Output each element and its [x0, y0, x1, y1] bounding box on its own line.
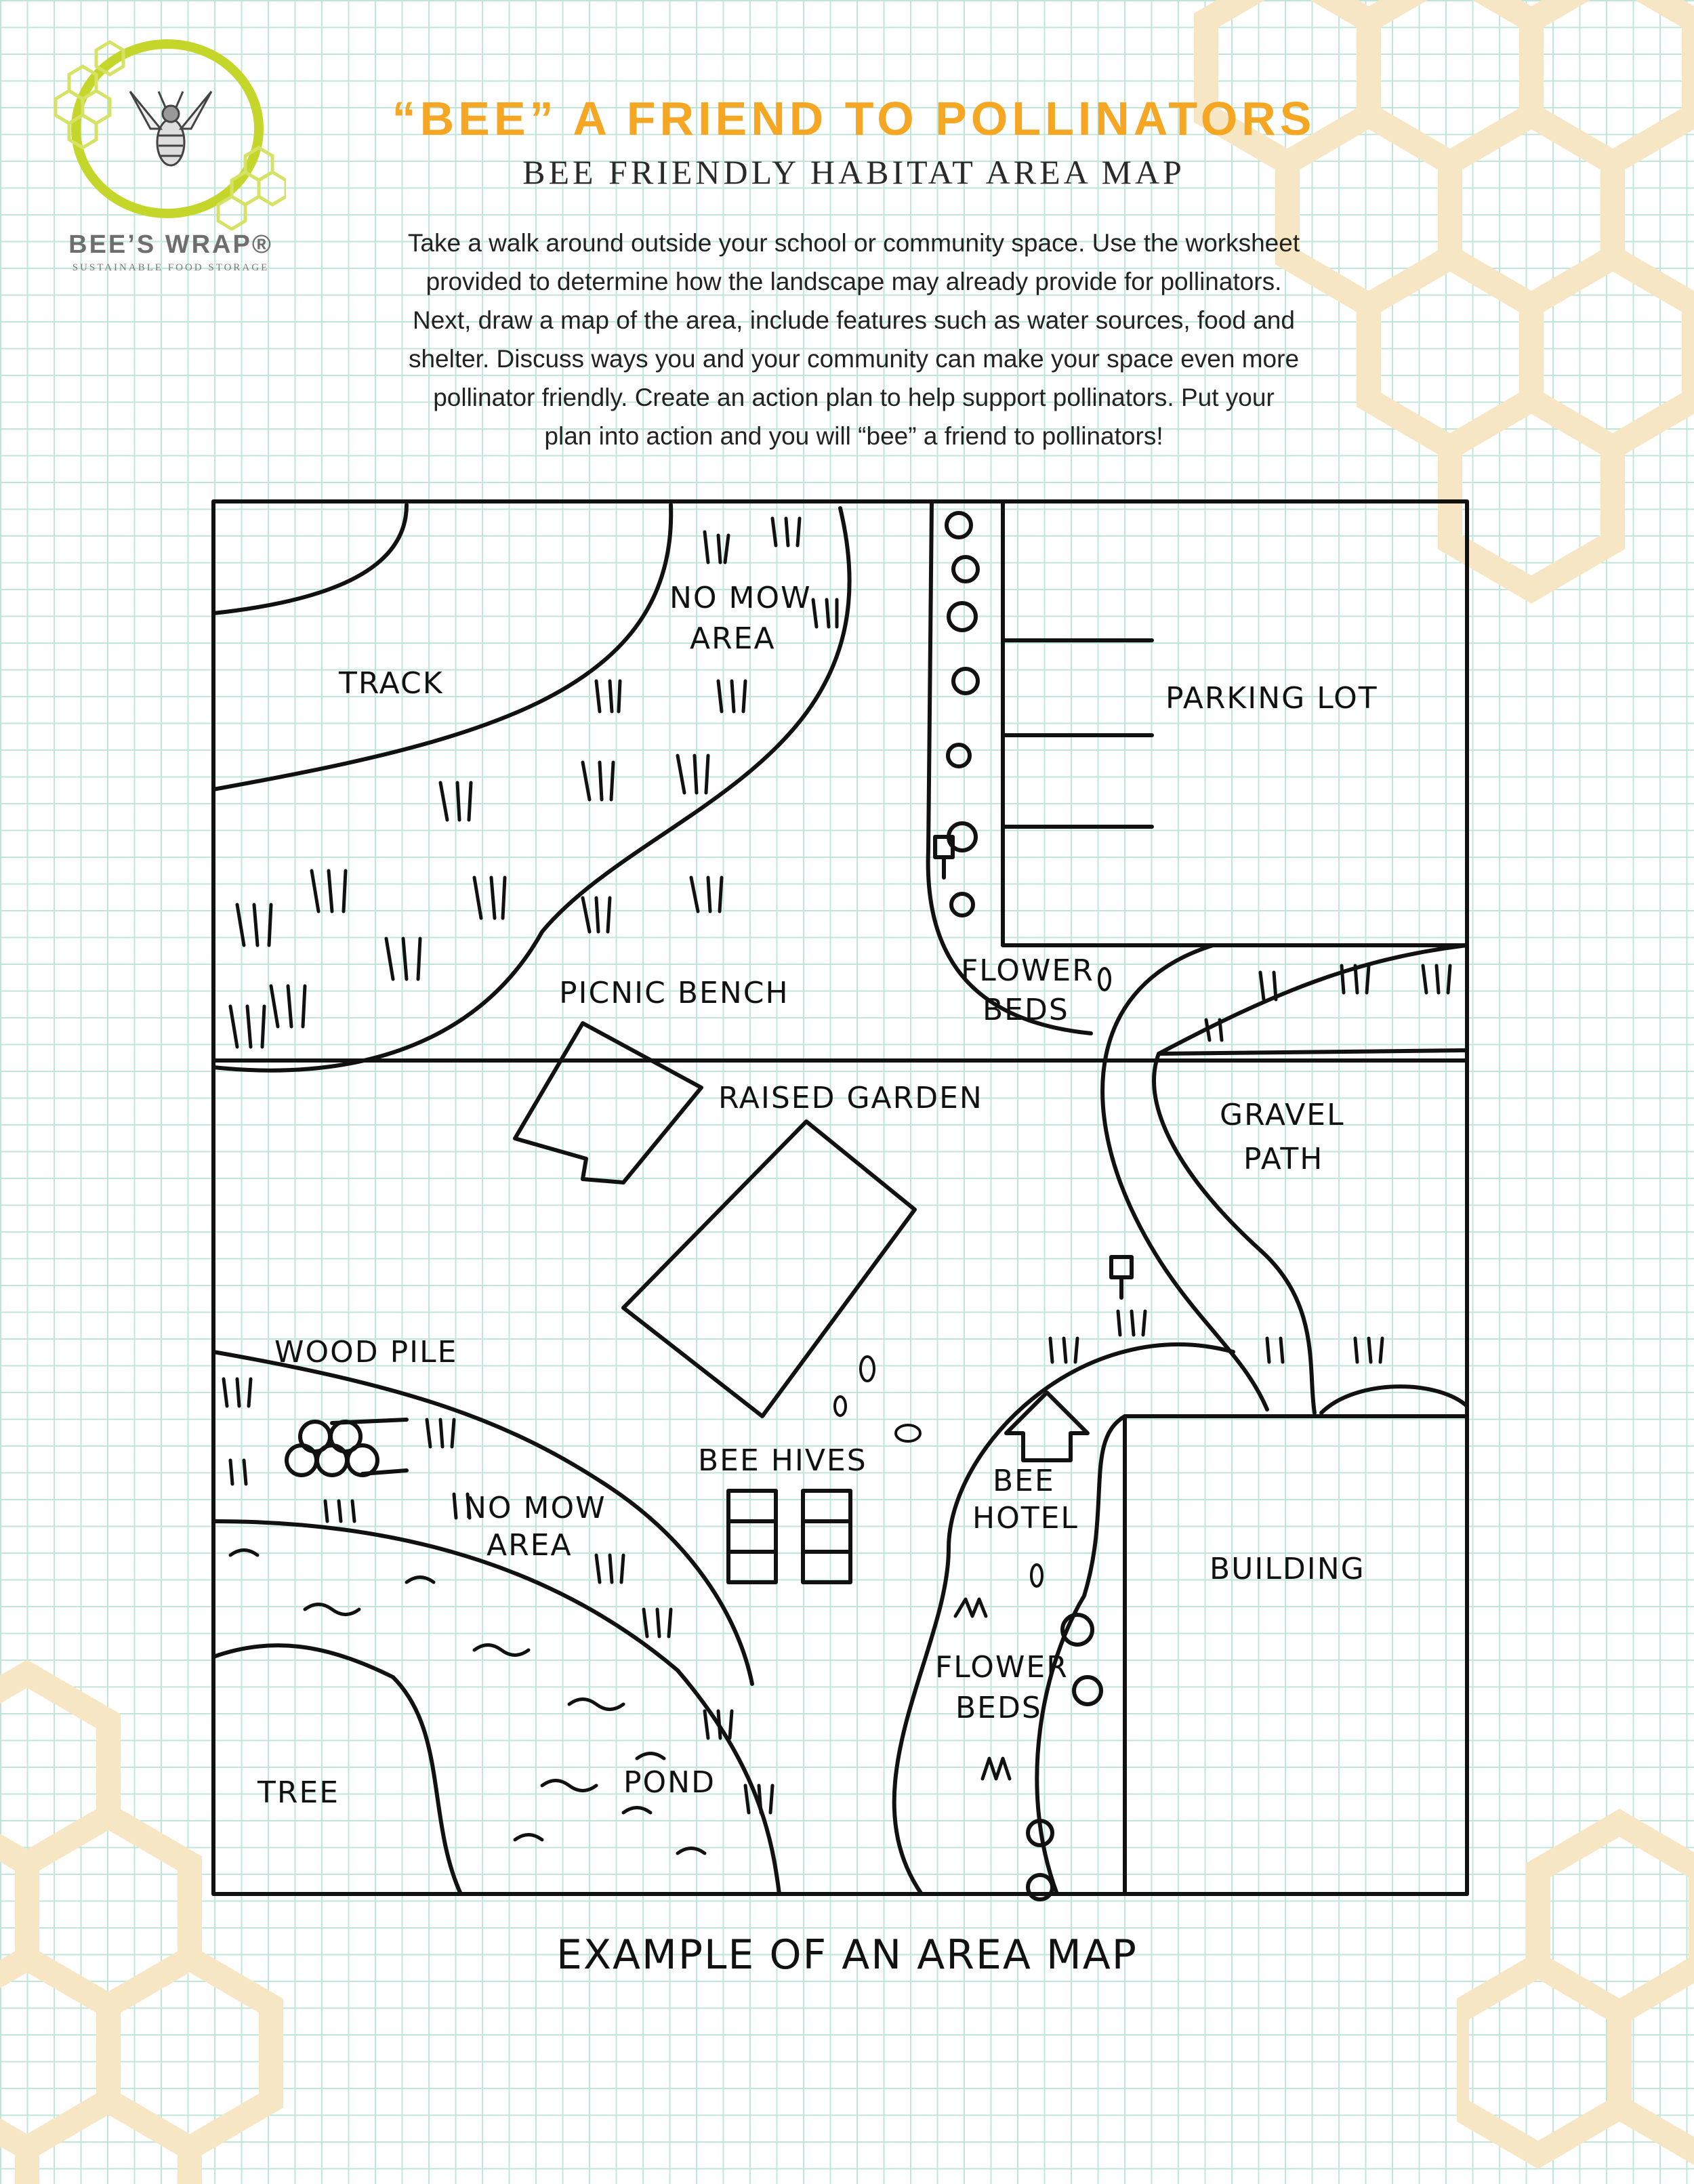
no-mow-area-bottom-boundary	[213, 1521, 779, 1894]
no-mow-area-bottom-right	[610, 1487, 752, 1684]
label-flower-beds-top: FLOWER	[961, 953, 1094, 988]
label-parking-lot: PARKING LOT	[1165, 681, 1378, 716]
flower-bed-bottom-outer	[894, 1344, 1233, 1894]
track-curve	[213, 505, 407, 613]
gravel-path-right	[1154, 945, 1467, 1413]
page-subtitle: BEE FRIENDLY HABITAT AREA MAP	[522, 153, 1185, 191]
label-no-mow-area-bottom: NO MOW	[464, 1491, 606, 1525]
label-gravel-path: GRAVEL	[1220, 1098, 1345, 1132]
building	[1125, 1416, 1467, 1894]
parking-lot-edge	[1003, 503, 1467, 945]
label-pond: POND	[623, 1765, 716, 1800]
birdhouse-icon	[1111, 1257, 1132, 1298]
label-raised-garden: RAISED GARDEN	[718, 1081, 983, 1115]
gravel-path-left	[1102, 945, 1267, 1409]
picnic-bench	[515, 1023, 701, 1182]
tree-area	[213, 1645, 461, 1894]
label-tree: TREE	[257, 1775, 340, 1810]
raised-garden	[623, 1121, 915, 1416]
bees-wrap-logo	[42, 27, 286, 230]
wood-pile-icon	[287, 1420, 407, 1475]
intro-line: plan into action and you will “bee” a friend to pollinators!	[544, 422, 1163, 450]
wood-pile-area-top	[213, 1352, 610, 1487]
label-bee-hotel: BEE	[993, 1464, 1055, 1498]
label-flower-beds-top-2: BEDS	[983, 993, 1069, 1027]
label-track: TRACK	[339, 666, 444, 701]
gravel-strip-bottom	[1159, 1050, 1467, 1054]
page-title: “BEE” A FRIEND TO POLLINATORS	[392, 92, 1316, 145]
label-building: BUILDING	[1210, 1552, 1365, 1586]
brand-tagline: SUSTAINABLE FOOD STORAGE	[72, 262, 270, 273]
honeycomb-decoration-bottom-right	[1457, 1796, 1694, 2184]
bee-icon	[130, 91, 211, 165]
label-no-mow-area-top-2: AREA	[690, 621, 776, 656]
map-caption: EXAMPLE OF AN AREA MAP	[556, 1931, 1138, 1979]
label-bee-hotel-2: HOTEL	[972, 1501, 1079, 1536]
hedge-right	[1321, 1386, 1467, 1413]
bee-hives	[728, 1491, 850, 1582]
label-flower-beds-bottom-2: BEDS	[955, 1691, 1042, 1725]
intro-line: Take a walk around outside your school or community space. Use the worksheet	[407, 229, 1300, 257]
intro-line: provided to determine how the landscape may already provide for pollinators.	[426, 268, 1282, 295]
label-bee-hives: BEE HIVES	[698, 1443, 867, 1478]
area-map	[203, 498, 1477, 1914]
brand-name: BEE’S WRAP®	[68, 230, 273, 259]
intro-line: pollinator friendly. Create an action plan to help support pollinators. Put your	[433, 384, 1275, 411]
label-no-mow-area-bottom-2: AREA	[487, 1528, 573, 1563]
label-flower-beds-bottom: FLOWER	[935, 1650, 1069, 1685]
intro-line: shelter. Discuss ways you and your community can make your space even more	[408, 345, 1300, 373]
bee-hotel-arrow-icon	[1006, 1393, 1088, 1460]
brand-block	[56, 230, 286, 274]
label-picnic-bench: PICNIC BENCH	[559, 976, 789, 1010]
label-no-mow-area-top: NO MOW	[669, 581, 812, 615]
intro-line: Next, draw a map of the area, include features such as water sources, food and	[413, 306, 1295, 334]
label-wood-pile: WOOD PILE	[274, 1335, 458, 1369]
intro-paragraph	[298, 224, 1409, 455]
label-gravel-path-2: PATH	[1243, 1142, 1324, 1176]
no-mow-area-top-boundary-inner	[213, 505, 671, 789]
